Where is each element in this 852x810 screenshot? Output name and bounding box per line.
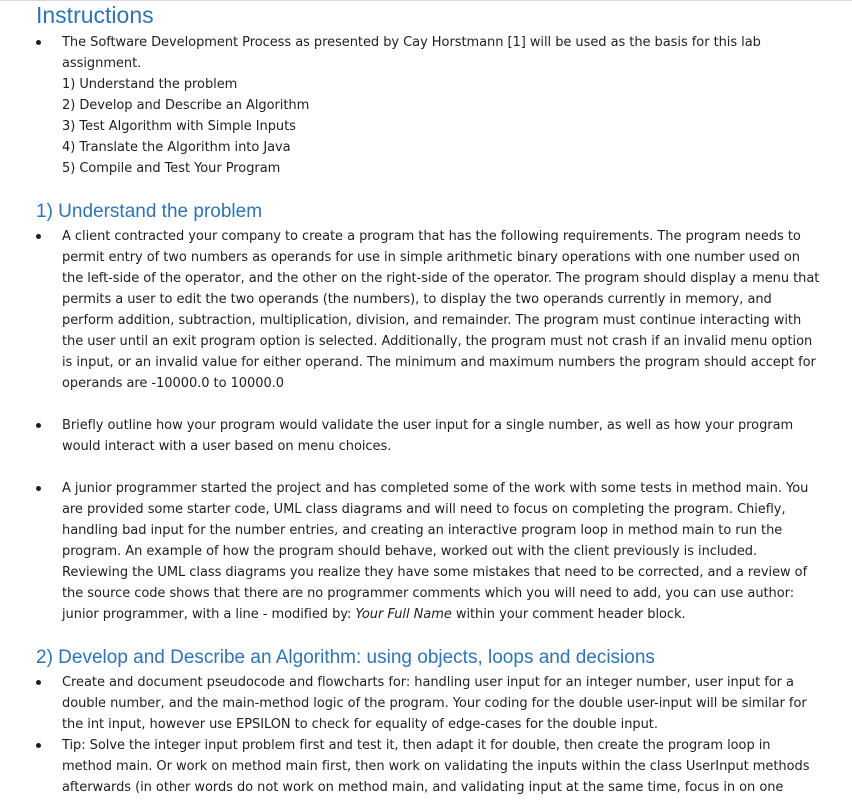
section-1-bullet-requirements [36, 226, 824, 394]
bullet-icon [36, 680, 41, 685]
requirements-text: A client contracted your company to create a program that has the following requirements. The program needs to permit entry of two numbers as operands for use in simple arithmetic binary operations with one number used on the left-side of the operator, and the other on the right-side of the operator. The program should display a menu that permits a user to edit the two operands (the numbers), to display the two operands currently in memory, and perform addition, subtraction, multiplication, division, and remainder. The program must continue interacting with the user until an exit program option is selected. Additionally, the program must not crash if an invalid menu option is input, or an invalid value for either operand. The minimum and maximum numbers the program should accept for operands are -10000.0 to 10000.0 [62, 229, 820, 391]
junior-programmer-tail: within your comment header block. [451, 607, 686, 622]
section-2-bullet-tip [36, 735, 824, 798]
validation-text: Briefly outline how your program would validate the user input for a single number, as well as how your program would interact with a user based on menu choices. [62, 418, 794, 454]
bullet-icon [36, 743, 41, 748]
intro-line-2: assignment. [62, 56, 142, 71]
full-name-emphasis: Your Full Name [355, 607, 452, 622]
section-2-list [36, 672, 836, 798]
bullet-icon [36, 234, 41, 239]
bullet-icon [36, 486, 41, 491]
instructions-bullet [36, 32, 824, 179]
bullet-icon [36, 40, 41, 45]
section-1-bullet-validation [36, 415, 824, 457]
section-1-heading: 1) Understand the problem [36, 201, 263, 222]
bullet-icon [36, 423, 41, 428]
step-item: 5) Compile and Test Your Program [62, 161, 281, 176]
section-2-bullet-pseudocode [36, 672, 824, 735]
junior-programmer-text: A junior programmer started the project and has completed some of the work with some tests in method main. You are provided some starter code, UML class diagrams and will need to focus on completing the program. Chiefly, handling bad input for the number entries, and creating an interactive program loop in method main to run the program. An example of how the program should behave, worked out with the client previously is included. Reviewing the UML class diagrams you realize they have some mistakes that need to be corrected, and a review of the source code shows that there are no programmer comments which you will need to add, you can use author: junior programmer, with a line - modified by: [62, 481, 809, 622]
step-item: 4) Translate the Algorithm into Java [62, 140, 291, 155]
section-1-list [36, 226, 836, 625]
process-steps [62, 74, 824, 179]
intro-line-1: The Software Development Process as presented by Cay Horstmann [1] will be used as the basis for this lab [62, 35, 761, 50]
step-item: 3) Test Algorithm with Simple Inputs [62, 119, 296, 134]
tip-text: Tip: Solve the integer input problem first and test it, then adapt it for double, then create the program loop in method main. Or work on method main first, then work on validating the inputs within the class UserInput methods afterwards (in other words do not work on method main, and validating input at the same time, focus in on one [62, 738, 810, 795]
section-2-heading: 2) Develop and Describe an Algorithm: using objects, loops and decisions [36, 647, 655, 668]
instructions-heading: Instructions [36, 2, 154, 28]
document-body [36, 0, 836, 798]
step-item: 1) Understand the problem [62, 77, 238, 92]
section-1-bullet-junior-programmer [36, 478, 824, 625]
step-item: 2) Develop and Describe an Algorithm [62, 98, 310, 113]
instructions-list [36, 32, 836, 179]
pseudocode-text: Create and document pseudocode and flowcharts for: handling user input for an integer number, user input for a double number, and the main-method logic of the program. Your coding for the double user-input will be similar for the int input, however use EPSILON to check for equality of edge-cases for the double input. [62, 675, 807, 732]
